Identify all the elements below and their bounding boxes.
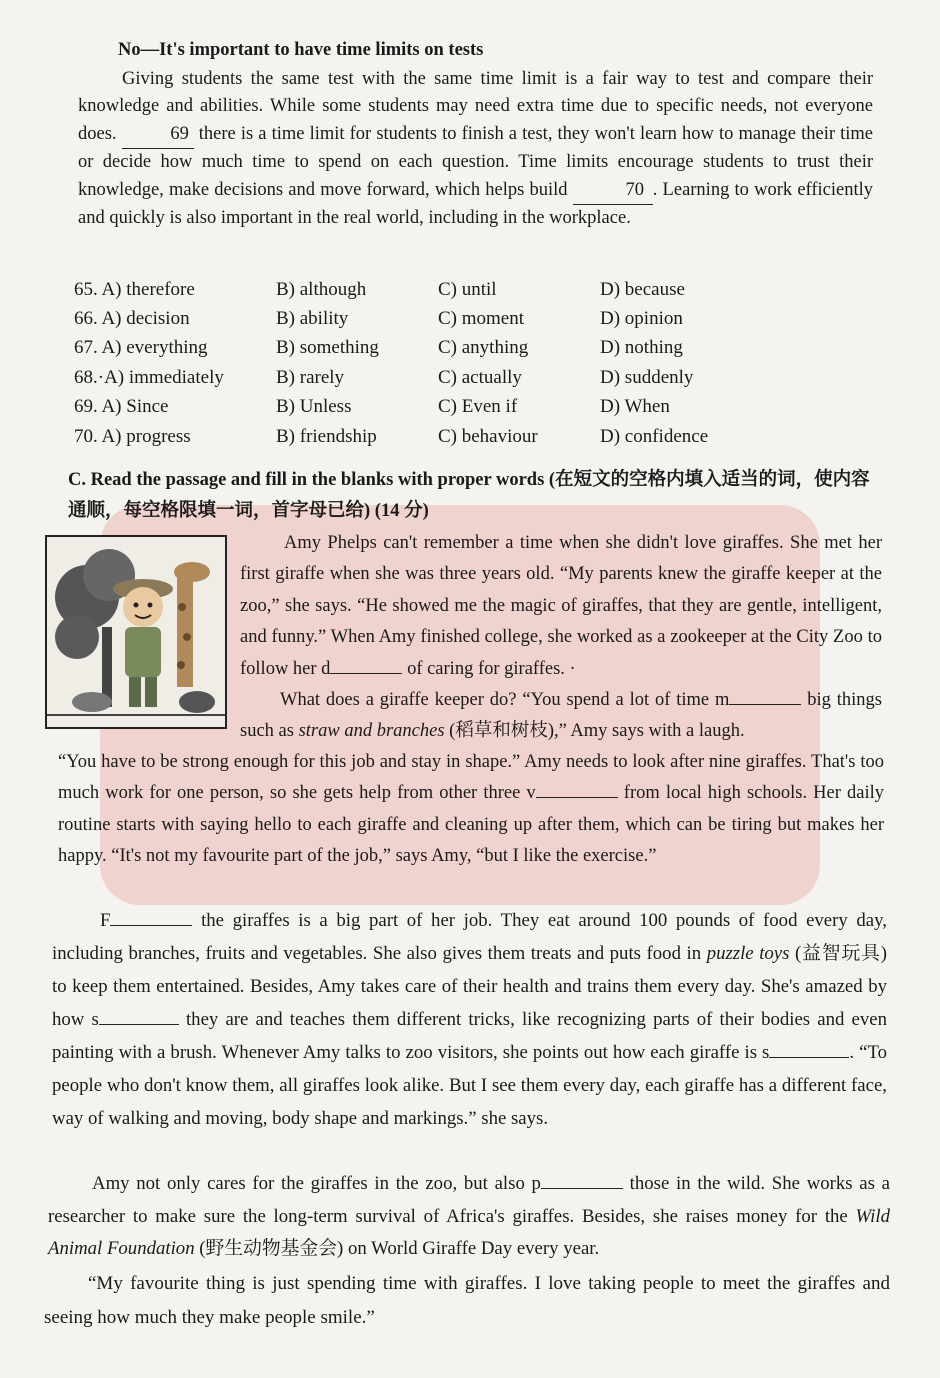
passage-c-italic: Wild Animal Foundation <box>48 1205 890 1259</box>
blank-s1[interactable] <box>99 1024 179 1025</box>
option-d[interactable]: D) When <box>600 396 670 418</box>
passage-c-italic: puzzle toys <box>706 943 790 964</box>
option-a[interactable]: 68.·A) immediately <box>74 366 224 388</box>
passage-c-text: (稻草和树枝),” Amy says with a laugh. <box>449 721 745 742</box>
passage-c-paragraph-4 <box>48 1168 890 1266</box>
passage-c-italic: straw and branches <box>298 721 445 742</box>
option-c[interactable]: C) Even if <box>438 396 518 418</box>
giraffe-illustration-icon <box>47 537 225 727</box>
options-row <box>74 393 760 422</box>
blank-70[interactable]: 70 <box>573 177 653 205</box>
blank-m[interactable] <box>729 704 801 705</box>
passage-c-text: . “To people who don't know them, all giraffes look alike. But I see them every day, each giraffe has a different face, way of walking and moving, body shape and markings.” she says. <box>52 1042 888 1129</box>
option-d[interactable]: D) opinion <box>600 308 683 330</box>
option-d[interactable]: D) suddenly <box>600 366 694 388</box>
option-a[interactable]: 66. A) decision <box>74 308 190 330</box>
options-row <box>74 304 760 333</box>
option-b[interactable]: B) Unless <box>276 396 352 418</box>
passage-c-text: Amy Phelps can't remember a time when she didn't love giraffes. She met her first giraffe when she was three years old. “My parents knew the giraffe keeper at the zoo,” she says. “He showed me the magic of giraffes, that they are gentle, intelligent, and funny.” When Amy finished college, she worked as a zookeeper at the City Zoo to follow her d <box>240 533 882 679</box>
blank-v[interactable] <box>536 797 618 798</box>
blank-f[interactable] <box>110 925 192 926</box>
options-row <box>74 334 760 363</box>
blank-69[interactable]: 69 <box>122 121 194 149</box>
option-b[interactable]: B) ability <box>276 308 349 330</box>
option-d[interactable]: D) because <box>600 278 685 300</box>
passage-c-text: “You have to be strong enough for this job and stay in shape.” Amy needs to look after nine giraffes. That's too much work for one person, so she gets help from other three v <box>58 752 884 804</box>
passage-c-text: from local high schools. Her daily routine starts with saying hello to each giraffe and cleaning up after them, which can be tiring but makes her happy. “It's not my favourite part of the job,” says Amy, “but I like the exercise.” <box>58 783 885 867</box>
option-d[interactable]: D) confidence <box>600 425 709 447</box>
section-c-instruction: C. Read the passage and fill in the blanks with proper words (在短文的空格内填入适当的词，使内容通顺，每空格限填一词，首字母已给) (14 分) <box>68 470 870 521</box>
blank-p[interactable] <box>541 1188 623 1189</box>
passage-c-text: Amy not only cares for the giraffes in the zoo, but also p <box>92 1173 541 1194</box>
passage-c-text: big things such as <box>240 690 883 742</box>
option-b[interactable]: B) friendship <box>276 425 377 447</box>
passage-c-text: those in the wild. She works as a researcher to make sure the long-term survival of Africa's giraffes. Besides, she raises money for the <box>48 1173 891 1227</box>
options-row <box>74 363 760 392</box>
option-c[interactable]: C) moment <box>438 308 525 330</box>
option-a[interactable]: 67. A) everything <box>74 337 208 359</box>
option-a[interactable]: 69. A) Since <box>74 396 169 418</box>
passage-c-text: they are and teaches them different tricks, like recognizing parts of their bodies and even painting with a brush. Whenever Amy talks to zoo visitors, she points out how each giraffe is s <box>52 1009 887 1063</box>
option-c[interactable]: C) until <box>438 278 497 300</box>
passage-c-paragraph-2 <box>58 747 884 873</box>
option-b[interactable]: B) something <box>276 337 379 359</box>
options-row <box>74 275 760 304</box>
giraffe-keeper-illustration <box>45 535 227 729</box>
passage-c-text: (野生动物基金会) on World Giraffe Day every year. <box>199 1238 600 1259</box>
passage-b-text <box>78 66 873 232</box>
option-b[interactable]: B) rarely <box>276 366 345 388</box>
option-b[interactable]: B) although <box>276 278 367 300</box>
passage-c-text: F <box>100 910 111 931</box>
passage-b-sentence-3: . Learning to work efficiently and quickly is also important in the real world, including in the workplace. <box>78 179 873 229</box>
options-row <box>74 422 760 451</box>
options-table <box>74 275 760 451</box>
option-a[interactable]: 70. A) progress <box>74 425 191 447</box>
passage-c-text: What does a giraffe keeper do? “You spend a lot of time m <box>280 690 730 711</box>
passage-heading: No—It's important to have time limits on tests <box>118 40 484 60</box>
passage-c-paragraph-1 <box>240 528 882 748</box>
passage-c-text: (益智玩具) to keep them entertained. Besides, Amy takes care of their health and trains them every day. She's amazed by how s <box>52 943 887 1030</box>
blank-s2[interactable] <box>769 1057 849 1058</box>
passage-c-text: of caring for giraffes. · <box>407 658 576 679</box>
passage-b-sentence-1: Giving students the same test with the same time limit is a fair way to test and compare their knowledge and abilities. While some students may need extra time due to specific needs, not everyone does. <box>78 69 873 144</box>
option-d[interactable]: D) nothing <box>600 337 683 359</box>
option-a[interactable]: 65. A) therefore <box>74 278 195 300</box>
option-c[interactable]: C) behaviour <box>438 425 538 447</box>
passage-c-text: the giraffes is a big part of her job. They eat around 100 pounds of food every day, including branches, fruits and vegetables. She also gives them treats and puts food in <box>52 910 887 964</box>
option-c[interactable]: C) anything <box>438 337 529 359</box>
passage-c-paragraph-5: “My favourite thing is just spending time with giraffes. I love taking people to meet the giraffes and seeing how much they make people smile.” <box>44 1273 890 1328</box>
passage-b-sentence-2: there is a time limit for students to finish a test, they won't learn how to manage their time or decide how much time to spend on each question. Time limits encourage students to trust their knowledge, make decisions and move forward, which helps build <box>78 123 873 200</box>
blank-d[interactable] <box>330 673 402 674</box>
passage-c-paragraph-3 <box>52 904 887 1135</box>
option-c[interactable]: C) actually <box>438 366 522 388</box>
